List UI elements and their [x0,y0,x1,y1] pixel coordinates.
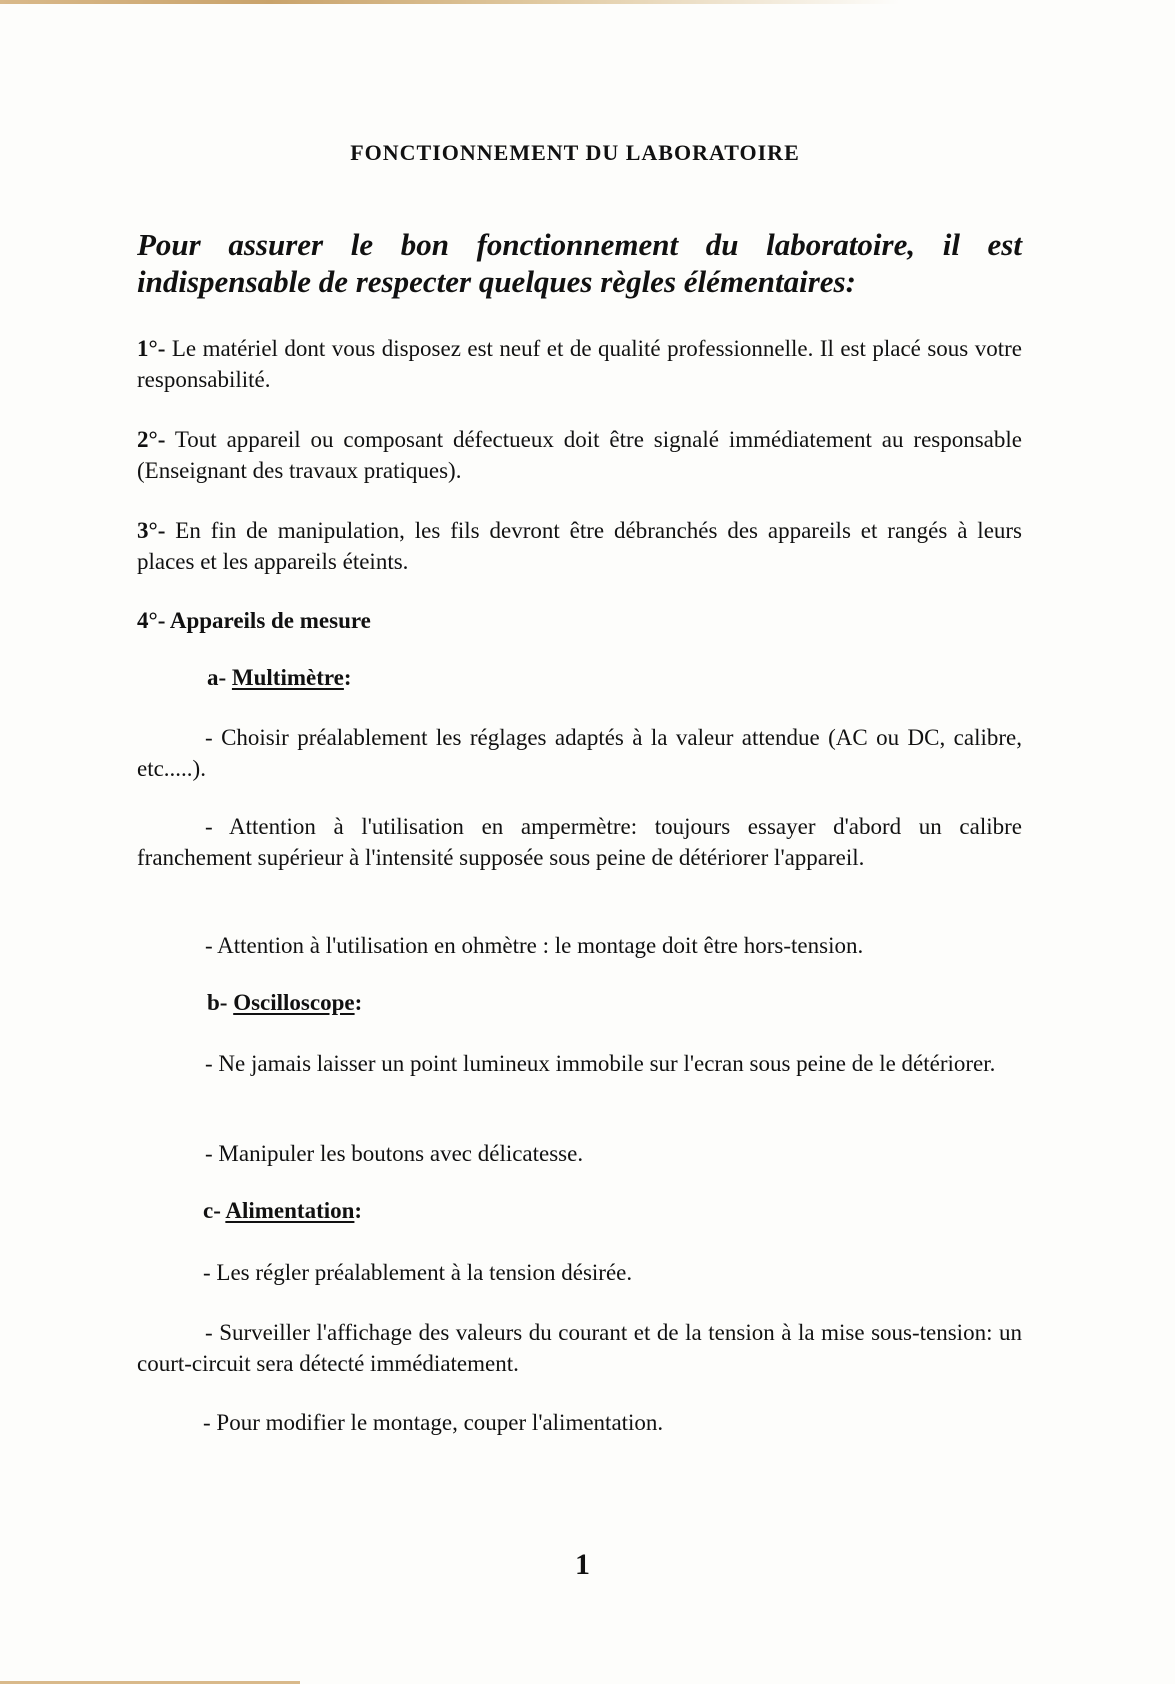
alimentation-item: - Surveiller l'affichage des valeurs du courant et de la tension à la mise sous-tension: un court-circuit sera détecté immédiatement. [137,1320,1022,1376]
rule-number: 4°- [137,608,166,633]
multimetre-item: - Attention à l'utilisation en ampermètre: toujours essayer d'abord un calibre franchement supérieur à l'intensité supposée sous peine de détériorer l'appareil. [137,814,1022,870]
rule-number: 2°- [137,427,166,452]
rule-number: 3°- [137,518,166,543]
rule-3 [137,515,1022,577]
multimetre-item: - Attention à l'utilisation en ohmètre : le montage doit être hors-tension. [205,933,864,958]
section-heading-alimentation: c- Alimentation: [203,1198,363,1223]
alimentation-item: - Pour modifier le montage, couper l'alimentation. [203,1410,664,1435]
rule-4 [137,605,1022,636]
oscilloscope-item: - Ne jamais laisser un point lumineux immobile sur l'ecran sous peine de le détériorer. [205,1051,996,1076]
rule-text: Le matériel dont vous disposez est neuf et de qualité professionnelle. Il est placé sous votre responsabilité. [137,336,1022,392]
rule-text: Appareils de mesure [169,608,371,633]
rule-2 [137,424,1022,486]
rule-number: 1°- [137,336,166,361]
section-heading-multimetre: a- Multimètre: [207,665,352,690]
page-title: FONCTIONNEMENT DU LABORATOIRE [350,140,800,165]
multimetre-item: - Choisir préalablement les réglages adaptés à la valeur attendue (AC ou DC, calibre, etc.....). [137,725,1022,781]
scan-edge-top [0,0,900,4]
page-number: 1 [575,1548,590,1581]
alimentation-item: - Les régler préalablement à la tension désirée. [203,1260,633,1285]
rule-text: Tout appareil ou composant défectueux doit être signalé immédiatement au responsable (Enseignant des travaux pratiques). [137,427,1022,483]
section-heading-oscilloscope: b- Oscilloscope: [207,990,363,1015]
rule-1 [137,333,1022,395]
intro-text: Pour assurer le bon fonctionnement du laboratoire, il est indispensable de respecter quelques règles élémentaires: [137,227,1022,299]
oscilloscope-item: - Manipuler les boutons avec délicatesse. [205,1141,584,1166]
rule-text: En fin de manipulation, les fils devront être débranchés des appareils et rangés à leurs places et les appareils éteints. [137,518,1023,574]
